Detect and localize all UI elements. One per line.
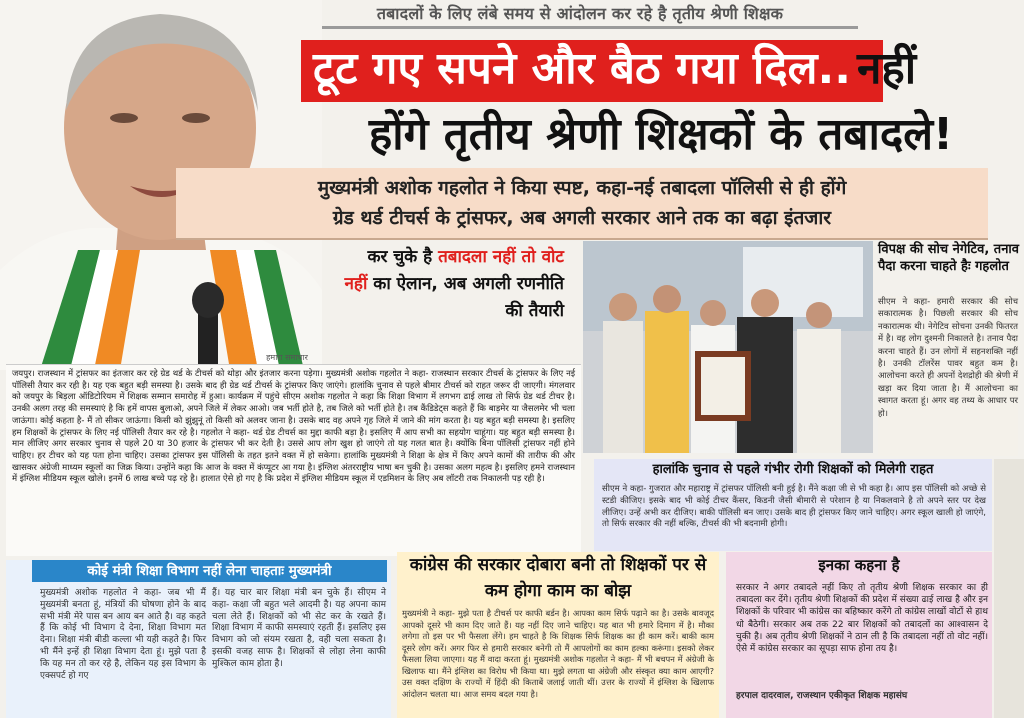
kicker-text: तबादलों के लिए लंबे समय से आंदोलन कर रहे है तृतीय श्रेणी शिक्षक (376, 4, 784, 23)
col2-body: मुख्यमंत्री ने कहा- मुझे पता है टीचर्स पर काफी बर्डन है। आपका काम सिर्फ पढ़ाने का है। उसके बावजूद आपको दूसरे भी काम दिए जाते हैं। यह नहीं दिए जाने चाहिए। यह बात भी हमारे दिमाग में है। मौका लगेगा तो इस पर भी फैसला लेंगे। हम चाहते है कि शिक्षक सिर्फ शिक्षक का ही काम करें। बाकी काम दूसरे लोग करें। अगर फिर से हमारी सरकार बनेगी तो मैं आपलोगों का काम हल्का करूंगा। इसको लेकर फैसला लिया जाएगा। यह मैं वादा करता हूं। मुख्यमंत्री अशोक गहलोत ने कहा- मैं भी बचपन में अंग्रेजी के खिलाफ था। मैंने इंग्लिश का विरोध भी किया था। मुझे लगता था अंग्रेजी और संस्कृत क्या काम आएगी? उस वक्त दक्षिण के राज्यों में हिंदी की किताबें जलाई जाती थीं। उत्तर के राज्यों में इंग्लिश के खिलाफ आंदोलन चलता था। आज समय बदल गया है। (402, 608, 714, 699)
col3-signature: हरपाल दादरवाल, राजस्थान एकीकृत शिक्षक महासंघ (736, 691, 908, 701)
col3-title: इनका कहना है (818, 556, 900, 574)
deck-box (176, 168, 988, 240)
col1-text-b: हैं। यह चार बार शिक्षा मंत्री बन चुके हैं। सीएम ने कहा- कक्षा जी बहुत भले आदमी है। यह अपना काम चला लेते हैं। शिक्षकों को भी सेट कर के रखते हैं। शिक्षा विभाग में काफी समस्याएं रहती हैं। इसलिए इस विभाग को जो संयम रखता है, वही चला सकता है। इसकी वजह साफ है। शिक्षकों से लोहा लेना काफी मुश्किल काम होता है। (212, 588, 386, 669)
col1-text-a: मुख्यमंत्री अशोक गहलोत ने कहा- जब भी मैं मुख्यमंत्री बनता हूं, मंत्रियों की घोषणा होने के बाद सभी मंत्री मेरे पास बन आय बन आते है। वह कहते हैं कि कोई भी विभाग दे देना, शिक्षा विभाग मत देना। शिक्षा मंत्री बीडी कल्ला भी यही कहते है। फिर भी मैंने इन्हें ही शिक्षा विभाग देता हूं। मुझे पता है कि यह मन तो कर रहे है, लेकिन यह इस विभाग के एक्सपर्ट हो गए (40, 588, 206, 681)
headline-black-text: नहीं (856, 43, 917, 94)
headline-line-1 (301, 36, 1021, 102)
mid-box-body: सीएम ने कहा- गुजरात और महाराष्ट्र में ट्रांसफर पॉलिसी बनी हुई है। मैंने कक्षा जी से भी कहा है। आप इस पॉलिसी को अच्छे से स्टडी कीजिए। इसके बाद भी कोई टीचर कैंसर, किडनी जैसी बीमारी से परेशान है या निकलवाने है तो अपने स्तर पर देख लीजिए। उन्हें अभी कर दीजिए। बाकी पॉलिसी बन जाए। उसके बाद ही ट्रांसफर किए जाने चाहिए। अगर स्कूल खाली हो जाएंगे, तो सिर्फ सरकार की नहीं बल्कि, टीचर्स की भी बदनामी होगी। (602, 484, 986, 530)
headline-red-text: टूट गए सपने और बैठ गया दिल.. (313, 43, 851, 94)
sidebar-body: सीएम ने कहा- हमारी सरकार की सोच सकारात्मक है। पिछली सरकार की सोच नकारात्मक थी। नेगेटिव सोचना उनकी फितरत में है। वह लोग दुश्मनी निकालते है। तनाव पैदा करना चाहते हैं। उन लोगों में सहनशक्ति नहीं है। उनकी टॉलरेंस पावर बहुत कम है। आलोचना करते ही अपनों देशद्रोही की श्रेणी में खड़ा कर दिया जाता है। मैं आलोचना का स्वागत करता हूं। अगर वह तथ्य के आधार पर हो। (878, 296, 1018, 456)
col1-title: कोई मंत्री शिक्षा विभाग नहीं लेना चाहताः मुख्यमंत्री (32, 560, 387, 582)
sidebar-title: विपक्ष की सोच नेगेटिव, तनाव पैदा करना चाहते हैः गहलोत (878, 242, 1020, 274)
pull-quote-c: का ऐलान, अब अगली रणनीति की तैयारी (367, 274, 564, 321)
pull-quote-a: कर चुके है (367, 247, 439, 267)
right-edge-strip (994, 459, 1024, 718)
kicker-rule (318, 26, 858, 29)
pull-quote-highlight: तबादला नहीं तो वोट नहीं (344, 247, 564, 294)
byline: हमारा समाचार (266, 353, 308, 362)
col2-title: कांग्रेस की सरकार दोबारा बनी तो शिक्षकों पर से कम होगा काम का बोझ (409, 555, 707, 601)
main-article-body: जयपुर। राजस्थान में ट्रांसफर का इंतजार कर रहे ग्रेड थर्ड के टीचर्स को थोड़ा और इंतजार करना पड़ेगा। मुख्यमंत्री अशोक गहलोत ने कहा- राजस्थान सरकार टीचर्स के ट्रांसफर के लिए नई पॉलिसी तैयार कर रही है। यह एक बहुत बड़ी समस्या है। उसके बाद ही ग्रेड थर्ड टीचर्स के ट्रांसफर किए जाएंगे। हालांकि चुनाव से पहले बीमार टीचर्स को राहत जरूर दी जाएगी। मंगलवार को जयपुर के बिड़ला ऑडिटोरियम में शिक्षक सम्मान समारोह में हुआ। कार्यक्रम में पहुंचे सीएम अशोक गहलोत ने कहा कि शिक्षा विभाग में लगभग ढाई लाख तो सिर्फ ग्रेड थर्ड टीचर है। उनकी अलग तरह की समस्याएं है कि हमें वापस बुलाओ, अपने जिले में लेकर आओ। जब भर्ती होते है, तब जिले को भर्ती होते है। तब कैंडिडेट्स कहते हैं कि बाड़मेर या जैसलमेर भी चला जाऊंगा। कोई कहता है- मैं तो सीकर जाऊंगा। किसी को झुंझुनूं तो किसी को अलवर जाना है। उसके बाद वह अपने गृह जिले में जाने की मांग करता है। यह बहुत बड़ी समस्या है। इसलिए हम शिक्षकों के ट्रांसफर के लिए नई पॉलिसी तैयार कर रहे है। गहलोत ने कहा- थर्ड ग्रेड टीचर्स का मुद्दा काफी बड़ा है। इसलिए मैं आप सभी का सहयोग चाहूंगा। यह बहुत बड़ी समस्या है। मान लीजिए अगर सरकार चुनाव से पहले 20 या 30 हजार के ट्रांसफर भी कर देती है। उससे आप लोग खुश हो जाएंगे तो यह गलत बात है। क्योंकि बिना पॉलिसी ट्रांसफर नहीं होने चाहिए। हर टीचर को यह पता होना चाहिए। उसका ट्रांसफर इस पॉलिसी के तहत इतने वक्त में हो सकेगा। हालांकि मुख्यमंत्री ने शिक्षा के क्षेत्र में किए अपने कामों की तारीफ की और खासकर अंग्रेजी माध्यम स्कूलों का जिक्र किया। उन्होंने कहा कि आज के वक्त में कंप्यूटर आ गया है। इंग्लिश अंतरराष्ट्रीय भाषा बन चुकी है। उसका अलग महत्व है। इसलिए हमने राजस्थान में इंग्लिश मीडियम स्कूल खोले। इनमें 6 लाख बच्चे पढ़ रहे है। हालात ऐसे हो गए है कि प्रदेश में इंग्लिश मीडियम स्कूल में एडमिशन के लिए अब लॉटरी तक निकालनी पड़ रही है। (6, 364, 581, 556)
deck-line-2: ग्रेड थर्ड टीचर्स के ट्रांसफर, अब अगली सरकार आने तक का बढ़ा इंतजार (332, 207, 832, 229)
col3-body: सरकार ने अगर तबादले नहीं किए तो तृतीय श्रेणी शिक्षक सरकार का ही तबादला कर देंगे। तृतीय श्रेणी शिक्षकों की प्रदेश में संख्या ढाई लाख है और इन शिक्षकों के परिवार भी कांग्रेस का बहिष्कार करेंगे तो कांग्रेस लाखों वोटों से हाथ धो बैठेगी। सरकार अब तक 22 बार शिक्षकों को तबादलों का आश्वासन दे चुकी है। अब तृतीय श्रेणी शिक्षकों ने ठान ली है कि तबादला नहीं तो वोट नहीं। ऐसे में कांग्रेस सरकार का सूपड़ा साफ होना तय है। (736, 583, 988, 655)
headline-line-2: होंगे तृतीय श्रेणी शिक्षकों के तबादले! (368, 109, 954, 160)
event-photo (583, 241, 873, 453)
deck-line-1: मुख्यमंत्री अशोक गहलोत ने किया स्पष्ट, कहा-नई तबादला पॉलिसी से ही होंगे (317, 177, 847, 199)
mid-box-title: हालांकि चुनाव से पहले गंभीर रोगी शिक्षकों को मिलेगी राहत (652, 462, 934, 477)
pull-quote (340, 244, 564, 354)
